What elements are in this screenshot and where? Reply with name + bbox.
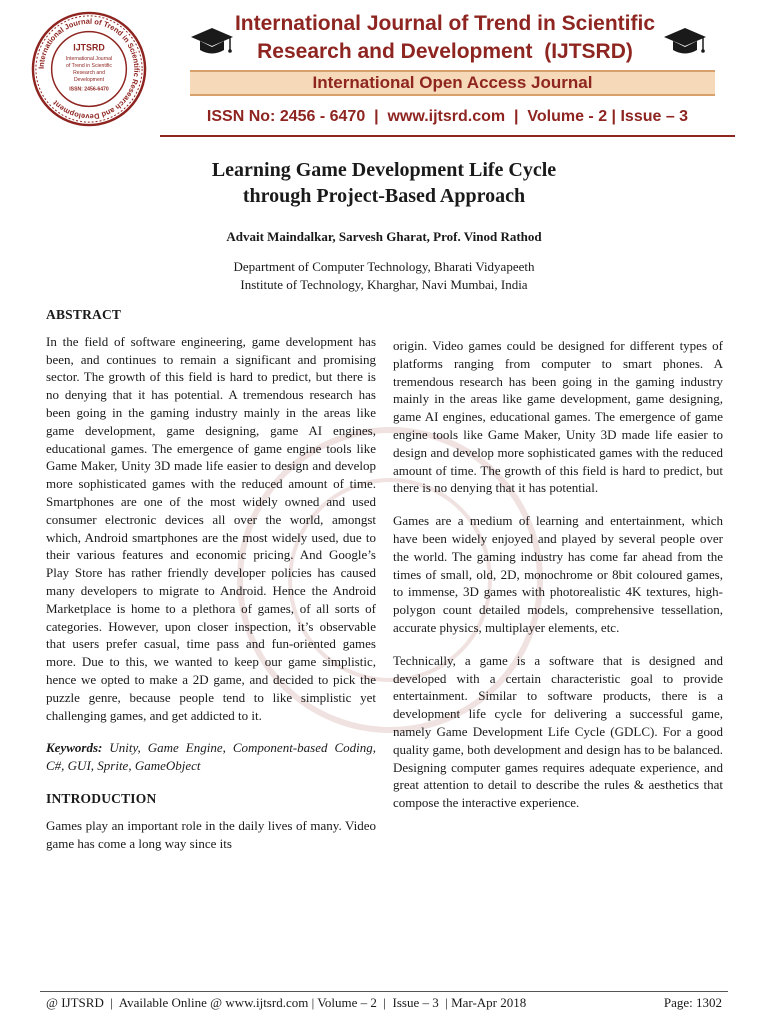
svg-text:ISSN: 2456-6470: ISSN: 2456-6470 bbox=[69, 86, 109, 93]
keywords-label: Keywords: bbox=[46, 740, 103, 756]
intro-paragraph-3: Technically, a game is a software that is designed and developed with a certain characteristic goal to provide entertainment. Similar to software products, there is a development life cycle for delivering a successful game, namely Game Development Life Cycle (GDLC). For a good quality game, both development and design has to be balanced. Designing computer games requires adequate experience, and great attention to detail to describe the rules & aesthetics that compose the interactive experience. bbox=[393, 652, 723, 811]
intro-paragraph-continued: origin. Video games could be designed for different types of platforms ranging from computer to smart phones. A tremendous research has been going in the gaming industry mainly in the areas like game development, game designing, game AI engines, educational games. The emergence of game engine tools like Game Maker, Unity 3D made life easier to design and develop more sophisticated games with the reduced amount of time. The growth of this field is hard to predict, but there is no denying that it has potential. bbox=[393, 338, 723, 496]
abstract-text: In the field of software engineering, game development has been, and continues to remain a significant and promising sector. The growth of this field is hard to predict, but there is no denying that it has potential. A tremendous research has been going in the gaming industry mainly in the areas like game development, game designing, game AI engines, educational games. The emergence of game engine tools like Game Maker, Unity 3D made life easier to design and develop more sophisticated games with the reduced amount of time. Smartphones are one of the most widely owned and used consumer electronic devices all over the world, amongst which, Android smartphones are the most widely used, due to their various features and economic pricing. And Google’s Play Store has rather friendly developer policies has caused many developers to migrate to Android. Hence the Android Marketplace is home to a plethora of games, of all sorts of categories. However, upon closer inspection, it’s observable that users prefer casual, time pass and fun-oriented games more. Due to this, we wanted to keep our game simplistic, hence we opted to make a 2D game, and decided to pick the puzzle genre, because people tend to like simplistic yet challenging games, and get addicted to it. bbox=[46, 333, 376, 723]
page-number: Page: 1302 bbox=[663, 995, 722, 1010]
journal-title-line1: International Journal of Trend in Scientific bbox=[234, 12, 656, 35]
seal-ring-text: International Journal of Trend in Scientific Research and Development bbox=[36, 16, 142, 122]
introduction-heading: INTRODUCTION bbox=[46, 790, 157, 806]
right-column bbox=[393, 337, 723, 827]
keywords bbox=[46, 739, 376, 775]
svg-text:of Trend in Scientific: of Trend in Scientific bbox=[65, 63, 113, 70]
intro-paragraph-start: Games play an important role in the daily lives of many. Video game has come a long way since its bbox=[46, 817, 376, 851]
paper-title: Learning Game Development Life Cycle through Project-Based Approach bbox=[211, 159, 557, 207]
open-access-banner: International Open Access Journal bbox=[190, 70, 715, 96]
journal-title-line2: Research and Development (IJTSRD) bbox=[257, 40, 633, 63]
author-list: Advait Maindalkar, Sarvesh Gharat, Prof. Vinod Rathod bbox=[226, 229, 542, 244]
left-column bbox=[46, 306, 376, 867]
svg-text:International Journal: International Journal bbox=[65, 56, 113, 63]
abstract-heading: ABSTRACT bbox=[46, 307, 122, 322]
header-divider bbox=[160, 135, 735, 137]
journal-title bbox=[195, 10, 695, 66]
intro-paragraph-2: Games are a medium of learning and entertainment, which have been widely enjoyed and played by several people over the world. The gaming industry has come far ahead from the times of small, old, 2D, monochrome or 8bit coloured games, to immense, 3D games with photorealistic 4K textures, high-polygon count detailed models, comprehensive tessellation, accurate physics, multiplayer elements, etc. bbox=[393, 513, 723, 635]
footer-citation: @ IJTSRD | Available Online @ www.ijtsrd.com | Volume – 2 | Issue – 3 | Mar-Apr 2018 bbox=[46, 995, 527, 1010]
footer-divider bbox=[40, 991, 728, 992]
affiliation: Department of Computer Technology, Bharati Vidyapeeth Institute of Technology, Kharghar, Navi Mumbai, India bbox=[233, 259, 535, 292]
issn-volume-line: ISSN No: 2456 - 6470 | www.ijtsrd.com | Volume - 2 | Issue – 3 bbox=[206, 108, 689, 125]
seal-abbrev: IJTSRD bbox=[73, 42, 105, 53]
svg-text:Development: Development bbox=[73, 76, 105, 83]
journal-seal-logo bbox=[30, 10, 148, 128]
svg-text:Research and: Research and bbox=[73, 69, 105, 76]
keywords-text: Unity, Game Engine, Component-based Coding, C#, GUI, Sprite, GameObject bbox=[46, 740, 376, 774]
